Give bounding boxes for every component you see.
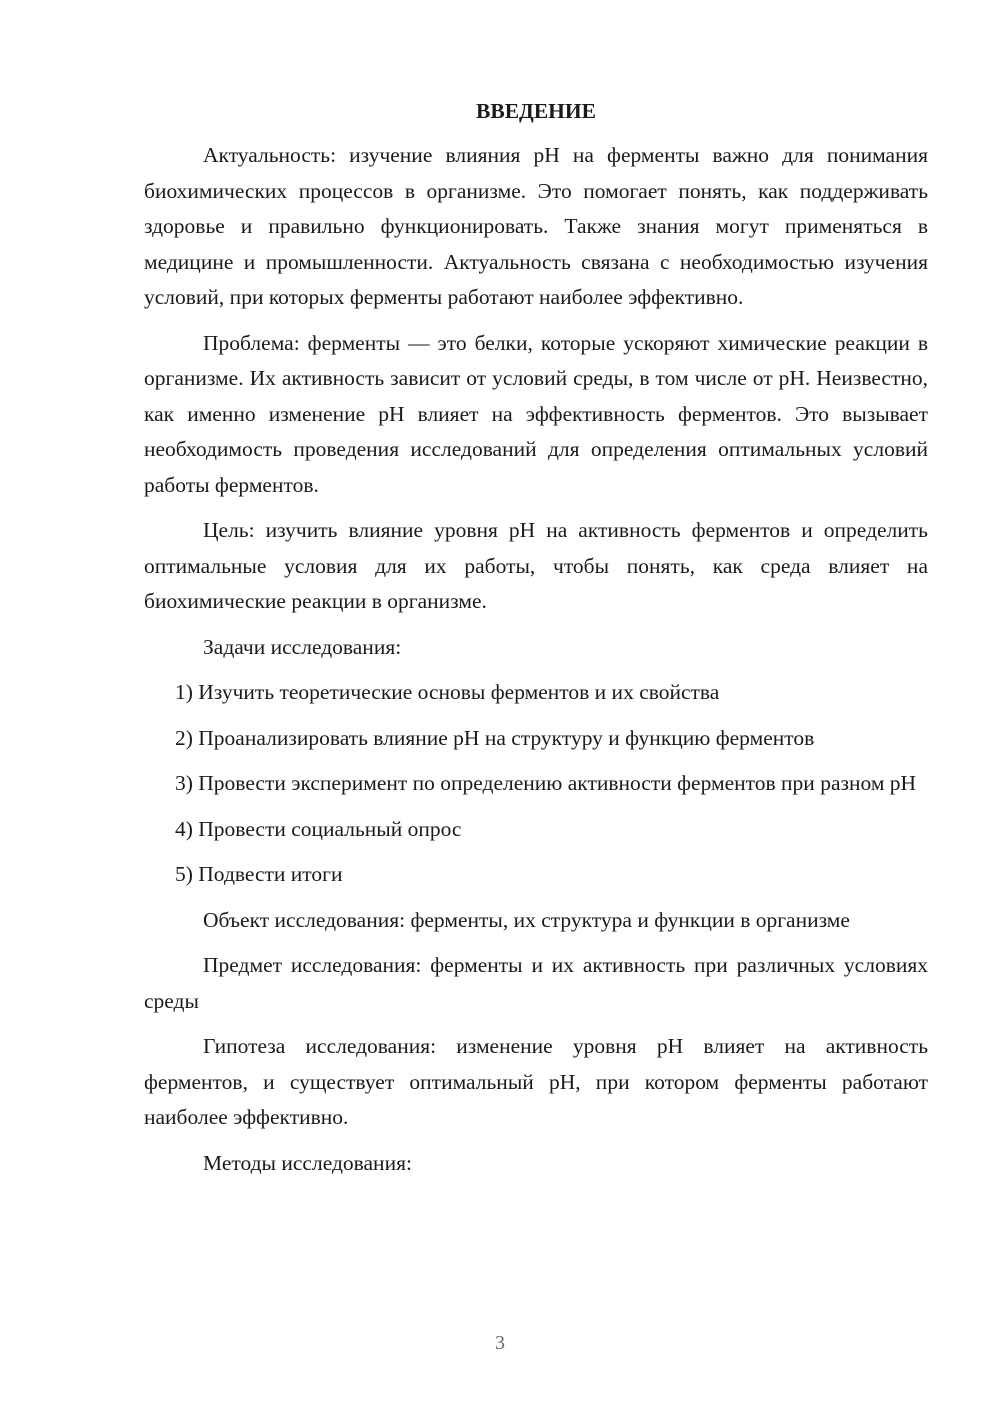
goal-paragraph: Цель: изучить влияние уровня pH на активность ферментов и определить оптимальные условия для их работы, чтобы понять, как среда влияет на биохимические реакции в организме.	[144, 518, 928, 613]
tasks-list	[144, 675, 928, 893]
object-paragraph: Объект исследования: ферменты, их структура и функции в организме	[203, 907, 850, 932]
list-item: 4) Провести социальный опрос	[175, 816, 462, 841]
hypothesis-paragraph: Гипотеза исследования: изменение уровня pH влияет на активность ферментов, и существует оптимальный pH, при котором ферменты работают наиболее эффективно.	[144, 1034, 928, 1129]
relevance-paragraph: Актуальность: изучение влияния pH на ферменты важно для понимания биохимических процессов в организме. Это помогает понять, как поддерживать здоровье и правильно функционировать. Также знания могут применяться в медицине и промышленности. Актуальность связана с необходимостью изучения условий, при которых ферменты работают наиболее эффективно.	[144, 143, 928, 309]
problem-paragraph: Проблема: ферменты — это белки, которые ускоряют химические реакции в организме. Их активность зависит от условий среды, в том числе от pH. Неизвестно, как именно изменение pH влияет на эффективность ферментов. Это вызывает необходимость проведения исследований для определения оптимальных условий работы ферментов.	[144, 330, 928, 497]
list-item: 5) Подвести итоги	[175, 862, 343, 886]
list-item: 3) Провести эксперимент по определению активности ферментов при разном pH	[175, 771, 917, 795]
page-content	[144, 92, 928, 1191]
page-number: 3	[495, 1332, 505, 1354]
section-heading: ВВЕДЕНИЕ	[476, 99, 596, 123]
list-item: 1) Изучить теоретические основы ферментов и их свойства	[175, 680, 720, 704]
tasks-title: Задачи исследования:	[203, 634, 402, 659]
list-item: 2) Проанализировать влияние pH на структуру и функцию ферментов	[175, 725, 815, 750]
methods-title: Методы исследования:	[203, 1150, 412, 1175]
subject-paragraph: Предмет исследования: ферменты и их активность при различных условиях среды	[144, 953, 928, 1013]
